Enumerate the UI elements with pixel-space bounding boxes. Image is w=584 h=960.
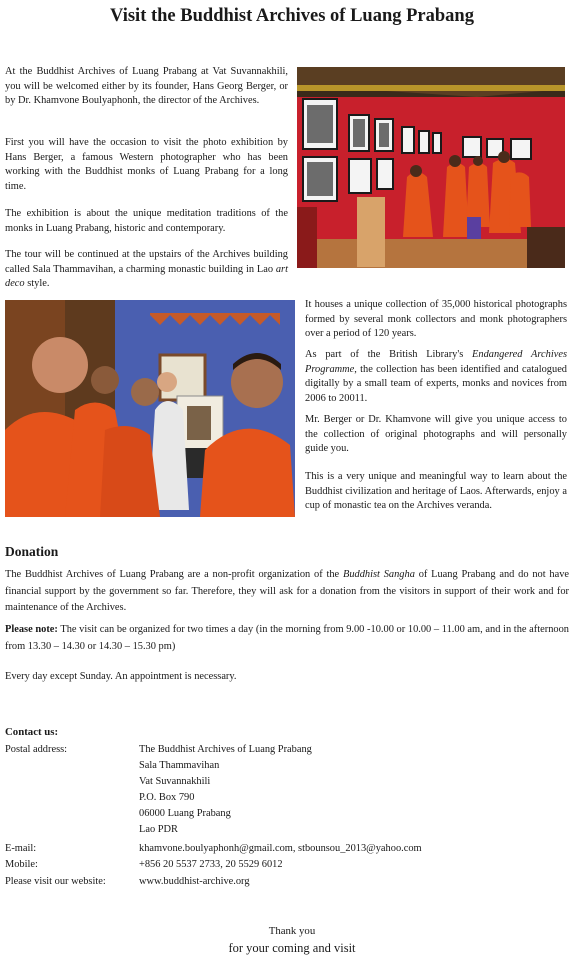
days-note: Every day except Sunday. An appointment is necessary. [5, 671, 237, 682]
postal-line: Vat Suvannakhili [139, 776, 211, 787]
email-value[interactable]: khamvone.boulyaphonh@gmail.com, stbounsou_2013@yahoo.com [139, 843, 422, 854]
donation-heading: Donation [5, 544, 59, 559]
mobile-label: Mobile: [5, 859, 38, 870]
programme-italic: Endangered Archives Programme [305, 349, 567, 375]
postal-label: Postal address: [5, 744, 68, 755]
tea-paragraph: This is a very unique and meaningful way to learn about the Buddhist civilization and heritage of Laos. Afterwards, enjoy a cup of monastic tea on the Archives veranda. [305, 471, 567, 512]
thank-you-line: Thank you [268, 925, 316, 937]
intro-paragraph-4 [5, 248, 288, 292]
donation-text-b: of Luang Prabang and do not have financial support by the government so far. Therefore, they will ask for a donation from the visitors in support of their work and for maintenance of the Archives. [5, 569, 570, 613]
programme-paragraph [305, 348, 567, 406]
guide-paragraph: Mr. Berger or Dr. Khamvone will give you unique access to the collection of original photographs and will personally guide you. [305, 414, 567, 455]
collection-paragraph: It houses a unique collection of 35,000 historical photographs formed by several monk collectors and monk photographers over a period of 120 years. [305, 299, 567, 340]
donation-paragraph [5, 567, 569, 617]
programme-text-b: , the collection has been identified and catalogued digitally by a small team of experts, monks and novices from 2006 to 20011. [305, 363, 567, 404]
intro-paragraph-2: First you will have the occasion to visit the photo exhibition by Hans Berger, a famous Western photographer who has been working with the Buddhist monks of Luang Prabang for a long time. [5, 137, 288, 192]
programme-text-a: As part of the British Library's [305, 349, 473, 360]
email-label: E-mail: [5, 843, 37, 854]
postal-line: The Buddhist Archives of Luang Prabang [139, 744, 312, 755]
postal-line: 06000 Luang Prabang [139, 808, 231, 819]
postal-line: Sala Thammavihan [139, 760, 220, 771]
note-text: The visit can be organized for two times a day (in the morning from 9.00 -10.00 or 10.00 – 11.00 am, and in the afternoon from 13.30 – 14.30 or 14.30 – 15.30 pm) [5, 624, 569, 652]
postal-line: P.O. Box 790 [139, 792, 195, 803]
visit-times-note [5, 622, 569, 655]
postal-line: Lao PDR [139, 824, 178, 835]
note-label: Please note: [5, 624, 58, 635]
donation-italic: Buddhist Sangha [342, 569, 415, 580]
website-link[interactable]: www.buddhist-archive.org [139, 876, 250, 887]
monks-archive-photo [5, 300, 295, 517]
postal-address [139, 742, 312, 838]
exhibition-photo [297, 67, 565, 268]
contact-heading: Contact us: [5, 726, 59, 738]
mobile-value: +856 20 5537 2733, 20 5529 6012 [139, 859, 283, 870]
intro-p4-text-a: The tour will be continued at the upstairs of the Archives building called Sala Thammavihan, a charming monastic building in Lao [5, 249, 288, 275]
intro-paragraph-1: At the Buddhist Archives of Luang Prabang at Vat Suvannakhili, you will be welcomed either by its founder, Hans Georg Berger, or by Dr. Khamvone Boulyaphonh, the director of the Archives. [5, 66, 288, 107]
intro-p4-text-b: style. [24, 278, 50, 290]
website-label: Please visit our website: [5, 876, 106, 887]
intro-paragraph-3: The exhibition is about the unique meditation traditions of the monks in Luang Prabang, historic and contemporary. [5, 208, 288, 234]
intro-p4-italic: art deco [5, 263, 288, 290]
closing-line: for your coming and visit [228, 941, 356, 955]
page-title: Visit the Buddhist Archives of Luang Prabang [110, 6, 474, 26]
donation-text-a: The Buddhist Archives of Luang Prabang are a non-profit organization of the [5, 569, 343, 580]
